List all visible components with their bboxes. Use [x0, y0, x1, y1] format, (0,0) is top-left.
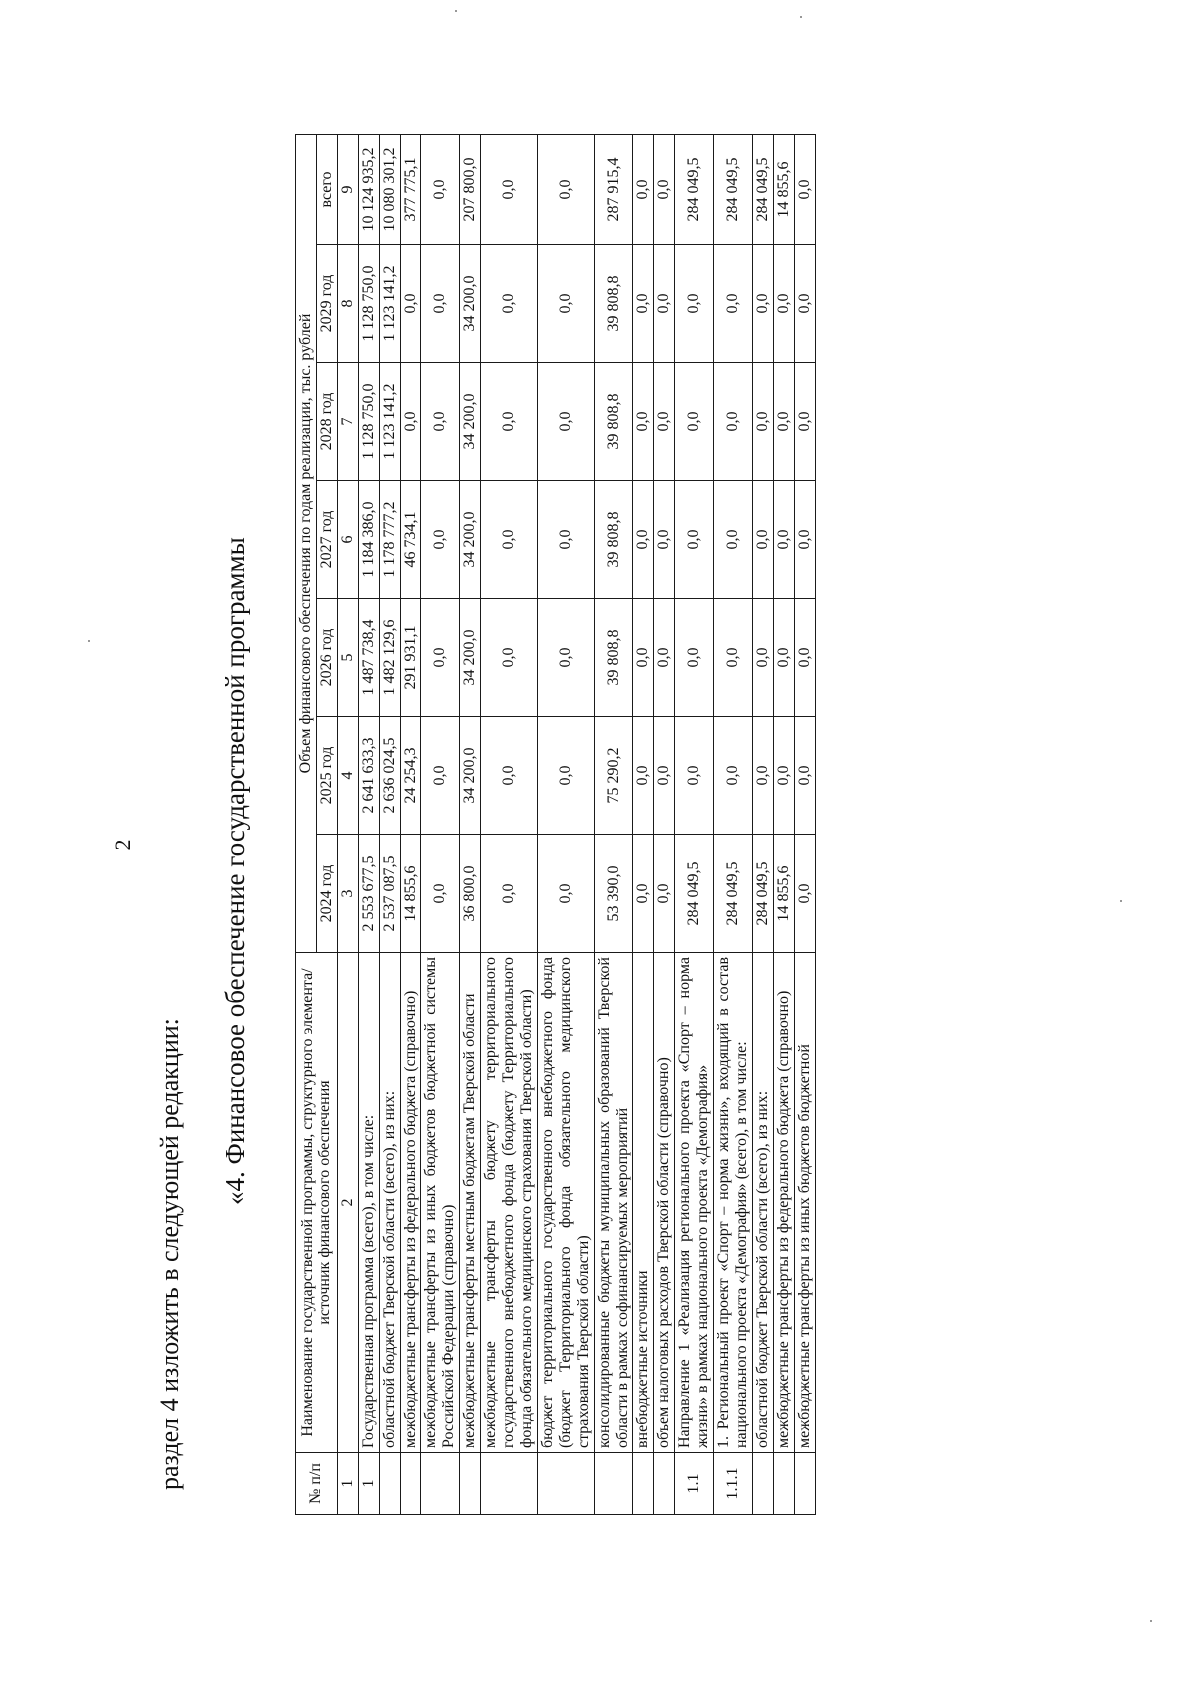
row-value: 0,0 — [752, 717, 773, 835]
row-value: 0,0 — [794, 599, 815, 717]
table-row — [773, 134, 794, 1514]
row-value: 0,0 — [752, 245, 773, 363]
row-value: 0,0 — [633, 481, 654, 599]
row-value: 0,0 — [675, 481, 714, 599]
row-value: 0,0 — [714, 599, 753, 717]
header-row — [296, 134, 317, 1514]
row-total: 0,0 — [633, 134, 654, 244]
scan-speck — [800, 16, 802, 18]
row-value: 0,0 — [537, 245, 594, 363]
table-row — [633, 134, 654, 1514]
table-row — [714, 134, 753, 1514]
row-value: 0,0 — [400, 245, 421, 363]
row-value: 0,0 — [537, 717, 594, 835]
row-value: 0,0 — [654, 481, 675, 599]
table-row — [481, 134, 538, 1514]
header-year: 2025 год — [316, 717, 337, 835]
row-value: 39 808,8 — [594, 363, 633, 481]
row-value: 0,0 — [633, 835, 654, 953]
row-value: 0,0 — [794, 481, 815, 599]
row-name: консолидированные бюджеты муниципальных образований Тверской области в рамках софинансируемых мероприятий — [594, 953, 633, 1453]
row-value: 34 200,0 — [460, 245, 481, 363]
row-value: 0,0 — [421, 363, 460, 481]
header-name: Наименование государственной программы, структурного элемента/источник финансового обеспечения — [296, 953, 338, 1453]
row-number — [400, 1453, 421, 1515]
row-name: межбюджетные трансферты из федерального бюджета (справочно) — [400, 953, 421, 1453]
row-value: 0,0 — [752, 363, 773, 481]
scan-speck — [88, 640, 90, 642]
row-value: 0,0 — [714, 481, 753, 599]
table-row — [400, 134, 421, 1514]
row-number — [633, 1453, 654, 1515]
row-total: 284 049,5 — [752, 134, 773, 244]
row-total: 207 800,0 — [460, 134, 481, 244]
header-num: № п/п — [296, 1453, 338, 1515]
row-value: 0,0 — [752, 481, 773, 599]
row-number — [537, 1453, 594, 1515]
row-number — [379, 1453, 400, 1515]
scan-speck — [455, 10, 457, 12]
row-name: межбюджетные трансферты из иных бюджетов бюджетной системы Российской Федерации (справочно) — [421, 953, 460, 1453]
row-value: 284 049,5 — [714, 835, 753, 953]
column-index: 6 — [337, 481, 358, 599]
table-row — [752, 134, 773, 1514]
row-value: 0,0 — [481, 363, 538, 481]
row-value: 0,0 — [654, 835, 675, 953]
row-value: 0,0 — [421, 599, 460, 717]
column-index: 2 — [337, 953, 358, 1453]
row-value: 0,0 — [714, 717, 753, 835]
row-value: 0,0 — [421, 835, 460, 953]
row-name: межбюджетные трансферты из федерального бюджета (справочно) — [773, 953, 794, 1453]
row-total: 10 080 301,2 — [379, 134, 400, 244]
row-value: 0,0 — [675, 245, 714, 363]
row-total: 0,0 — [537, 134, 594, 244]
row-total: 287 915,4 — [594, 134, 633, 244]
row-value: 34 200,0 — [460, 599, 481, 717]
row-name: объем налоговых расходов Тверской области (справочно) — [654, 953, 675, 1453]
row-value: 53 390,0 — [594, 835, 633, 953]
row-value: 0,0 — [752, 599, 773, 717]
column-index-row — [337, 134, 358, 1514]
row-value: 14 855,6 — [400, 835, 421, 953]
table-row — [358, 134, 379, 1514]
column-index: 3 — [337, 835, 358, 953]
page-number: 2 — [110, 839, 135, 851]
row-number — [654, 1453, 675, 1515]
row-value: 0,0 — [481, 599, 538, 717]
table-row — [421, 134, 460, 1514]
table-row — [537, 134, 594, 1514]
row-value: 0,0 — [714, 245, 753, 363]
row-value: 0,0 — [633, 363, 654, 481]
row-value: 34 200,0 — [460, 481, 481, 599]
row-value: 0,0 — [481, 481, 538, 599]
row-value: 0,0 — [654, 717, 675, 835]
row-name: Направление 1 «Реализация регионального проекта «Спорт – норма жизни» в рамках национального проекта «Демография» — [675, 953, 714, 1453]
row-name: межбюджетные трансферты из иных бюджетов бюджетной — [794, 953, 815, 1453]
row-number: 1.1 — [675, 1453, 714, 1515]
row-name: областной бюджет Тверской области (всего), из них: — [752, 953, 773, 1453]
row-total: 14 855,6 — [773, 134, 794, 244]
row-number — [752, 1453, 773, 1515]
row-name: межбюджетные трансферты бюджету территориального государственного внебюджетного фонда (бюджету Территориального фонда обязательного медицинского страхования Тверской области) — [481, 953, 538, 1453]
row-value: 0,0 — [421, 481, 460, 599]
row-value: 1 128 750,0 — [358, 245, 379, 363]
row-value: 0,0 — [773, 245, 794, 363]
row-value: 1 487 738,4 — [358, 599, 379, 717]
row-value: 0,0 — [794, 363, 815, 481]
row-value: 39 808,8 — [594, 245, 633, 363]
header-volume: Объем финансового обеспечения по годам реализации, тыс. рублей — [296, 134, 317, 952]
row-total: 377 775,1 — [400, 134, 421, 244]
row-name: внебюджетные источники — [633, 953, 654, 1453]
row-value: 14 855,6 — [773, 835, 794, 953]
row-name: межбюджетные трансферты местным бюджетам Тверской области — [460, 953, 481, 1453]
row-value: 284 049,5 — [752, 835, 773, 953]
row-total: 0,0 — [654, 134, 675, 244]
row-number — [460, 1453, 481, 1515]
header-year: 2029 год — [316, 245, 337, 363]
row-value: 0,0 — [481, 835, 538, 953]
row-total: 0,0 — [481, 134, 538, 244]
scan-speck — [1120, 900, 1122, 902]
row-total: 0,0 — [794, 134, 815, 244]
row-value: 2 641 633,3 — [358, 717, 379, 835]
row-value: 0,0 — [537, 363, 594, 481]
table-row — [460, 134, 481, 1514]
row-value: 34 200,0 — [460, 717, 481, 835]
row-value: 1 128 750,0 — [358, 363, 379, 481]
intro-text: раздел 4 изложить в следующей редакции: — [155, 1018, 184, 1490]
row-number: 1.1.1 — [714, 1453, 753, 1515]
header-year: 2024 год — [316, 835, 337, 953]
row-value: 75 290,2 — [594, 717, 633, 835]
column-index: 1 — [337, 1453, 358, 1515]
row-value: 0,0 — [654, 599, 675, 717]
row-value: 0,0 — [537, 835, 594, 953]
column-index: 8 — [337, 245, 358, 363]
row-total: 284 049,5 — [714, 134, 753, 244]
row-value: 0,0 — [675, 599, 714, 717]
row-value: 0,0 — [675, 717, 714, 835]
row-number: 1 — [358, 1453, 379, 1515]
column-index: 5 — [337, 599, 358, 717]
row-value: 0,0 — [633, 245, 654, 363]
row-value: 291 931,1 — [400, 599, 421, 717]
row-value: 284 049,5 — [675, 835, 714, 953]
row-number — [594, 1453, 633, 1515]
row-value: 2 553 677,5 — [358, 835, 379, 953]
row-number — [773, 1453, 794, 1515]
row-total: 0,0 — [421, 134, 460, 244]
row-value: 0,0 — [633, 599, 654, 717]
row-value: 0,0 — [773, 717, 794, 835]
row-number — [421, 1453, 460, 1515]
row-value: 0,0 — [481, 717, 538, 835]
table-row — [379, 134, 400, 1514]
row-value: 0,0 — [537, 481, 594, 599]
header-year: 2028 год — [316, 363, 337, 481]
row-value: 0,0 — [794, 245, 815, 363]
row-value: 1 184 386,0 — [358, 481, 379, 599]
header-year: 2027 год — [316, 481, 337, 599]
row-value: 1 123 141,2 — [379, 245, 400, 363]
row-value: 46 734,1 — [400, 481, 421, 599]
row-value: 39 808,8 — [594, 599, 633, 717]
row-name: Государственная программа (всего), в том числе: — [358, 953, 379, 1453]
row-value: 36 800,0 — [460, 835, 481, 953]
column-index: 4 — [337, 717, 358, 835]
row-value: 0,0 — [633, 717, 654, 835]
row-value: 1 178 777,2 — [379, 481, 400, 599]
row-value: 0,0 — [794, 835, 815, 953]
row-value: 0,0 — [421, 245, 460, 363]
row-value: 0,0 — [654, 363, 675, 481]
header-year: 2026 год — [316, 599, 337, 717]
row-value: 0,0 — [675, 363, 714, 481]
row-value: 0,0 — [773, 363, 794, 481]
row-value: 0,0 — [654, 245, 675, 363]
row-total: 284 049,5 — [675, 134, 714, 244]
row-value: 24 254,3 — [400, 717, 421, 835]
row-value: 39 808,8 — [594, 481, 633, 599]
row-number — [794, 1453, 815, 1515]
row-value: 0,0 — [714, 363, 753, 481]
row-name: бюджет территориального государственного внебюджетного фонда (бюджет Территориального фонда обязательного медицинского страхования Тверской области) — [537, 953, 594, 1453]
table-row — [594, 134, 633, 1514]
financing-table — [295, 134, 816, 1515]
row-value: 2 636 024,5 — [379, 717, 400, 835]
table-row — [794, 134, 815, 1514]
row-value: 0,0 — [794, 717, 815, 835]
row-value: 0,0 — [421, 717, 460, 835]
row-total: 10 124 935,2 — [358, 134, 379, 244]
row-value: 0,0 — [773, 481, 794, 599]
table-row — [654, 134, 675, 1514]
row-number — [481, 1453, 538, 1515]
section-title: «4. Финансовое обеспечение государственной программы — [220, 537, 250, 1205]
row-value: 2 537 087,5 — [379, 835, 400, 953]
row-value: 0,0 — [481, 245, 538, 363]
column-index: 9 — [337, 134, 358, 244]
table-row — [675, 134, 714, 1514]
row-value: 34 200,0 — [460, 363, 481, 481]
column-index: 7 — [337, 363, 358, 481]
row-value: 1 482 129,6 — [379, 599, 400, 717]
row-value: 1 123 141,2 — [379, 363, 400, 481]
scan-speck — [1150, 1620, 1152, 1622]
row-value: 0,0 — [773, 599, 794, 717]
header-total: всего — [316, 134, 337, 244]
row-name: областной бюджет Тверской области (всего), из них: — [379, 953, 400, 1453]
row-value: 0,0 — [400, 363, 421, 481]
row-value: 0,0 — [537, 599, 594, 717]
row-name: 1. Региональный проект «Спорт – норма жизни», входящий в состав национального проекта «Демография» (всего), в том числе: — [714, 953, 753, 1453]
